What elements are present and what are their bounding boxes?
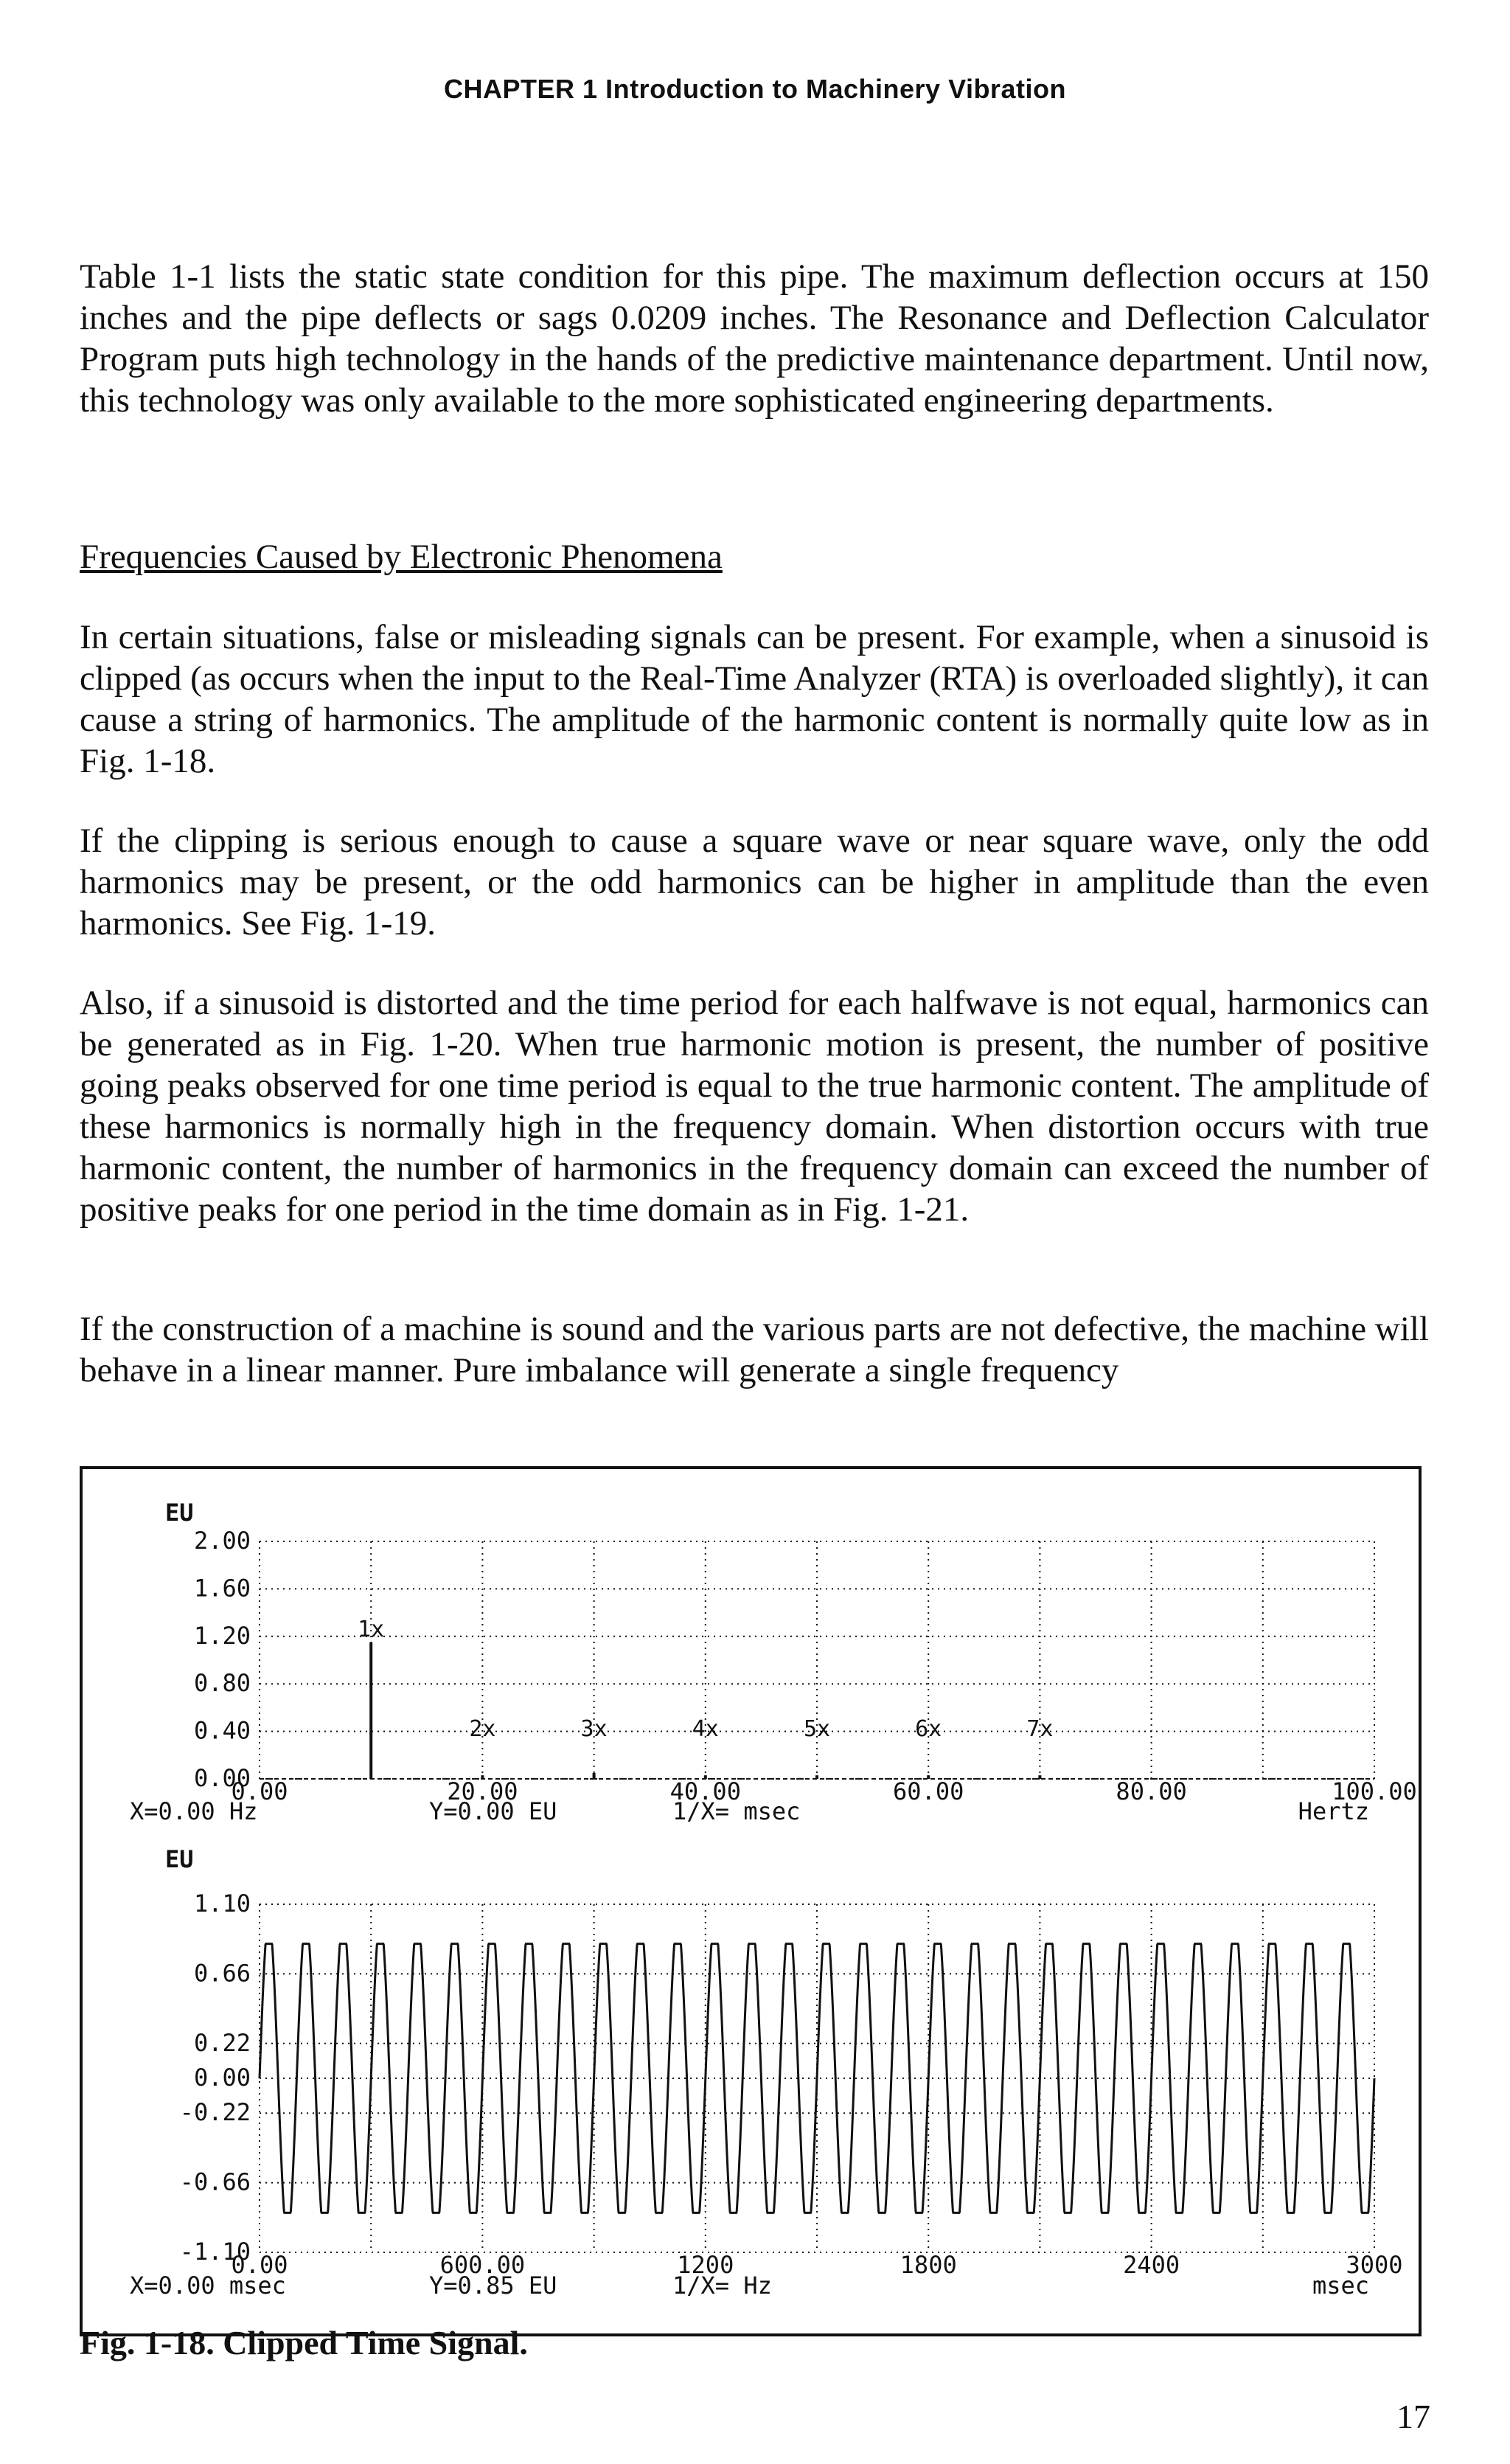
spectrum-y-tick: 0.40 (193, 1716, 251, 1745)
time-status-x: X=0.00 msec (130, 2272, 286, 2300)
spectrum-status-y: Y=0.00 EU (429, 1797, 557, 1825)
time-y-tick: 1.10 (193, 1889, 251, 1918)
spectrum-status-x: X=0.00 Hz (130, 1797, 258, 1825)
time-x-tick: 600.00 (439, 2251, 526, 2279)
paragraph-2: In certain situations, false or misleading signals can be present. For example, when a sinusoid is clipped (as occurs when the input to the Real-Time Analyzer (RTA) is overloaded slightly), it can cause a string of harmonics. The amplitude of the harmonic content is normally quite low as in Fig. 1-18. (80, 618, 1429, 780)
section-subhead: Frequencies Caused by Electronic Phenomena (80, 538, 723, 576)
spectrum-y-tick: 1.20 (193, 1621, 251, 1650)
time-unit-label: EU (165, 1845, 194, 1873)
spectrum-y-tick: 0.00 (193, 1764, 251, 1792)
harmonic-label-2x: 2x (469, 1716, 496, 1742)
time-y-tick: 0.22 (193, 2028, 251, 2057)
spectrum-status-inv: 1/X= msec (672, 1797, 801, 1825)
time-y-tick: 0.66 (193, 1959, 251, 1988)
figure-caption: Fig. 1-18. Clipped Time Signal. (80, 2324, 528, 2361)
spectrum-x-tick: 100.00 (1332, 1777, 1417, 1805)
figure-plots (83, 1469, 1419, 2333)
paragraph-4: Also, if a sinusoid is distorted and the time period for each halfwave is not equal, harmonics can be generated as in Fig. 1-20. When true harmonic motion is present, the number of positive going peaks observed for one time period is equal to the true harmonic content. The amplitude of these harmonics is normally high in the frequency domain. When distortion occurs with true harmonic content, the number of harmonics in the frequency domain can exceed the number of positive peaks for one period in the time domain as in Fig. 1-21. (80, 984, 1429, 1229)
time-x-tick: 3000 (1346, 2251, 1403, 2279)
harmonic-label-3x: 3x (580, 1716, 608, 1742)
spectrum-x-tick: 20.00 (447, 1777, 518, 1805)
spectrum-x-tick: 40.00 (669, 1777, 741, 1805)
harmonic-label-5x: 5x (803, 1716, 831, 1742)
time-status-inv: 1/X= Hz (672, 2272, 772, 2300)
spectrum-x-tick: 60.00 (893, 1777, 964, 1805)
time-y-tick: -0.66 (179, 2168, 251, 2196)
paragraph-3: If the clipping is serious enough to cause a square wave or near square wave, only the odd harmonics may be present, or the odd harmonics can be higher in amplitude than the even harmonics. See Fig. 1-19. (80, 822, 1429, 943)
spectrum-y-tick: 1.60 (193, 1574, 251, 1603)
paragraph-1: Table 1-1 lists the static state condition for this pipe. The maximum deflection occurs at 150 inches and the pipe deflects or sags 0.0209 inches. The Resonance and Deflection Calculator Program puts high technology in the hands of the predictive maintenance department. Until now, this technology was only available to the more sophisticated engineering departments. (80, 257, 1429, 420)
time-x-tick: 1200 (677, 2251, 734, 2279)
spectrum-y-tick: 0.80 (193, 1669, 251, 1698)
time-y-tick: -1.10 (179, 2238, 251, 2266)
running-head: CHAPTER 1 Introduction to Machinery Vibration (444, 74, 1066, 104)
time-x-tick: 1800 (900, 2251, 957, 2279)
time-y-tick: -0.22 (179, 2098, 251, 2127)
figure-box (80, 1466, 1422, 2336)
harmonic-label-7x: 7x (1026, 1716, 1054, 1742)
page-number: 17 (1396, 2398, 1430, 2435)
paragraph-5: If the construction of a machine is sound and the various parts are not defective, the machine will behave in a linear manner. Pure imbalance will generate a single frequency (80, 1310, 1429, 1389)
time-x-tick: 2400 (1123, 2251, 1180, 2279)
time-status-units: msec (1312, 2272, 1369, 2300)
time-x-tick: 0.00 (231, 2251, 288, 2279)
spectrum-x-tick: 0.00 (231, 1777, 288, 1805)
harmonic-label-6x: 6x (915, 1716, 942, 1742)
time-status-y: Y=0.85 EU (429, 2272, 557, 2300)
harmonic-label-1x: 1x (358, 1616, 385, 1642)
spectrum-status-units: Hertz (1298, 1797, 1369, 1825)
spectrum-y-tick: 2.00 (193, 1527, 251, 1555)
spectrum-unit-label: EU (165, 1499, 194, 1527)
harmonic-label-4x: 4x (692, 1716, 719, 1742)
time-y-tick: 0.00 (193, 2064, 251, 2092)
time-signal-trace (260, 1944, 1374, 2213)
spectrum-x-tick: 80.00 (1116, 1777, 1187, 1805)
